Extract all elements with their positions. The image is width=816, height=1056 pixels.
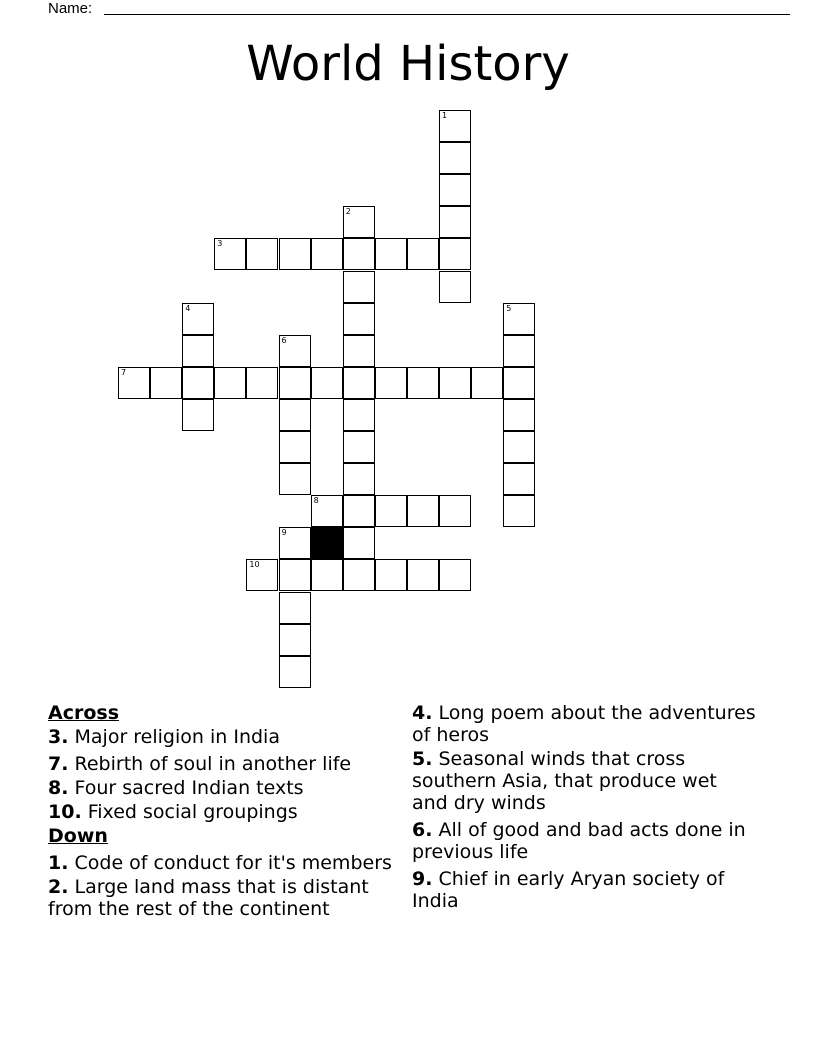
clue-across-3 <box>48 726 398 748</box>
clue-across-7 <box>48 753 398 775</box>
grid-cell[interactable] <box>182 335 214 367</box>
grid-cell[interactable] <box>343 399 375 431</box>
grid-cell[interactable] <box>439 367 471 399</box>
clue-number: 3. <box>48 726 69 748</box>
clue-number: 10. <box>48 801 82 823</box>
grid-cell[interactable] <box>246 367 278 399</box>
puzzle-title: World History <box>246 36 570 92</box>
clue-number: 1. <box>48 852 69 874</box>
grid-cell[interactable] <box>375 559 407 591</box>
grid-cell[interactable] <box>279 399 311 431</box>
grid-cell[interactable] <box>375 367 407 399</box>
name-field[interactable] <box>48 0 748 18</box>
clue-text: Large land mass that is distant from the rest of the continent <box>48 876 369 920</box>
cell-number: 6 <box>281 335 287 345</box>
cell-number: 1 <box>442 111 448 120</box>
cell-number: 4 <box>185 303 191 313</box>
clue-text: All of good and bad acts done in previous life <box>412 819 746 863</box>
grid-cell[interactable] <box>343 367 375 399</box>
grid-cell[interactable] <box>182 303 214 335</box>
grid-cell[interactable] <box>343 527 375 559</box>
grid-cell[interactable] <box>279 367 311 399</box>
grid-cell[interactable] <box>503 463 535 495</box>
grid-cell[interactable] <box>246 559 278 591</box>
grid-cell[interactable] <box>343 463 375 495</box>
grid-cell[interactable] <box>279 592 311 624</box>
cell-number: 3 <box>217 239 223 249</box>
grid-cell[interactable] <box>407 559 439 591</box>
grid-cell[interactable] <box>343 431 375 463</box>
clue-text: Four sacred Indian texts <box>74 777 304 799</box>
grid-cell[interactable] <box>150 367 182 399</box>
grid-cell[interactable] <box>311 238 343 270</box>
grid-cell[interactable] <box>375 238 407 270</box>
grid-cell[interactable] <box>439 110 471 142</box>
grid-cell[interactable] <box>279 431 311 463</box>
clue-number: 8. <box>48 777 69 799</box>
clue-text: Fixed social groupings <box>87 801 298 823</box>
clue-text: Long poem about the adventures of heros <box>412 702 756 746</box>
cell-number: 7 <box>121 367 127 377</box>
clue-text: Major religion in India <box>74 726 280 748</box>
grid-cell[interactable] <box>471 367 503 399</box>
across-heading: Across <box>48 702 120 724</box>
clue-down-2 <box>48 876 398 920</box>
cell-number: 8 <box>313 496 319 506</box>
grid-cell[interactable] <box>375 495 407 527</box>
grid-cell[interactable] <box>343 335 375 367</box>
grid-cell[interactable] <box>407 495 439 527</box>
grid-cell[interactable] <box>503 335 535 367</box>
cell-number: 2 <box>345 207 351 217</box>
grid-cell[interactable] <box>279 527 311 559</box>
clue-down-6 <box>412 819 757 863</box>
grid-cell[interactable] <box>343 271 375 303</box>
grid-cell[interactable] <box>503 367 535 399</box>
clues-left-column <box>48 700 398 920</box>
grid-cell[interactable] <box>343 495 375 527</box>
clue-down-5 <box>412 748 757 814</box>
grid-cell[interactable] <box>439 238 471 270</box>
grid-cell[interactable] <box>407 367 439 399</box>
grid-cell[interactable] <box>246 238 278 270</box>
name-underline <box>104 14 790 15</box>
grid-cell[interactable] <box>503 399 535 431</box>
grid-cell[interactable] <box>279 624 311 656</box>
clue-across-8 <box>48 777 398 799</box>
clue-text: Code of conduct for it's members <box>74 852 392 874</box>
clue-number: 7. <box>48 753 69 775</box>
down-heading: Down <box>48 825 108 847</box>
grid-cell[interactable] <box>503 495 535 527</box>
cell-number: 5 <box>506 303 512 313</box>
grid-cell[interactable] <box>439 495 471 527</box>
grid-cell[interactable] <box>311 495 343 527</box>
grid-cell[interactable] <box>439 142 471 174</box>
clue-down-9 <box>412 868 757 912</box>
grid-cell[interactable] <box>503 431 535 463</box>
clue-text: Seasonal winds that cross southern Asia, that produce wet and dry winds <box>412 748 717 814</box>
grid-cell[interactable] <box>279 238 311 270</box>
grid-cell[interactable] <box>214 238 246 270</box>
grid-cell[interactable] <box>407 238 439 270</box>
clue-down-1 <box>48 852 398 874</box>
grid-cell[interactable] <box>279 656 311 688</box>
grid-cell[interactable] <box>311 367 343 399</box>
clue-text: Chief in early Aryan society of India <box>412 868 725 912</box>
grid-cell[interactable] <box>343 206 375 238</box>
grid-cell[interactable] <box>279 559 311 591</box>
clue-number: 5. <box>412 748 433 770</box>
grid-cell[interactable] <box>343 238 375 270</box>
clue-number: 4. <box>412 702 433 724</box>
clue-number: 6. <box>412 819 433 841</box>
clue-number: 9. <box>412 868 433 890</box>
grid-cell[interactable] <box>118 367 150 399</box>
grid-cell[interactable] <box>343 303 375 335</box>
grid-cell[interactable] <box>439 174 471 206</box>
cell-number: 10 <box>249 560 260 570</box>
cell-number: 9 <box>281 528 287 538</box>
grid-cell[interactable] <box>439 559 471 591</box>
grid-cell[interactable] <box>311 559 343 591</box>
grid-cell[interactable] <box>503 303 535 335</box>
grid-cell[interactable] <box>279 463 311 495</box>
name-label: Name: <box>48 0 93 17</box>
grid-cell[interactable] <box>182 367 214 399</box>
clue-number: 2. <box>48 876 69 898</box>
grid-cell[interactable] <box>279 335 311 367</box>
grid-block-cell <box>311 527 343 559</box>
grid-cell[interactable] <box>439 271 471 303</box>
clues-right-column <box>412 700 757 912</box>
grid-cell[interactable] <box>214 367 246 399</box>
grid-cell[interactable] <box>182 399 214 431</box>
clue-text: Rebirth of soul in another life <box>74 753 352 775</box>
clue-down-4 <box>412 702 757 746</box>
grid-cell[interactable] <box>439 206 471 238</box>
clue-across-10 <box>48 801 398 823</box>
grid-cell[interactable] <box>343 559 375 591</box>
